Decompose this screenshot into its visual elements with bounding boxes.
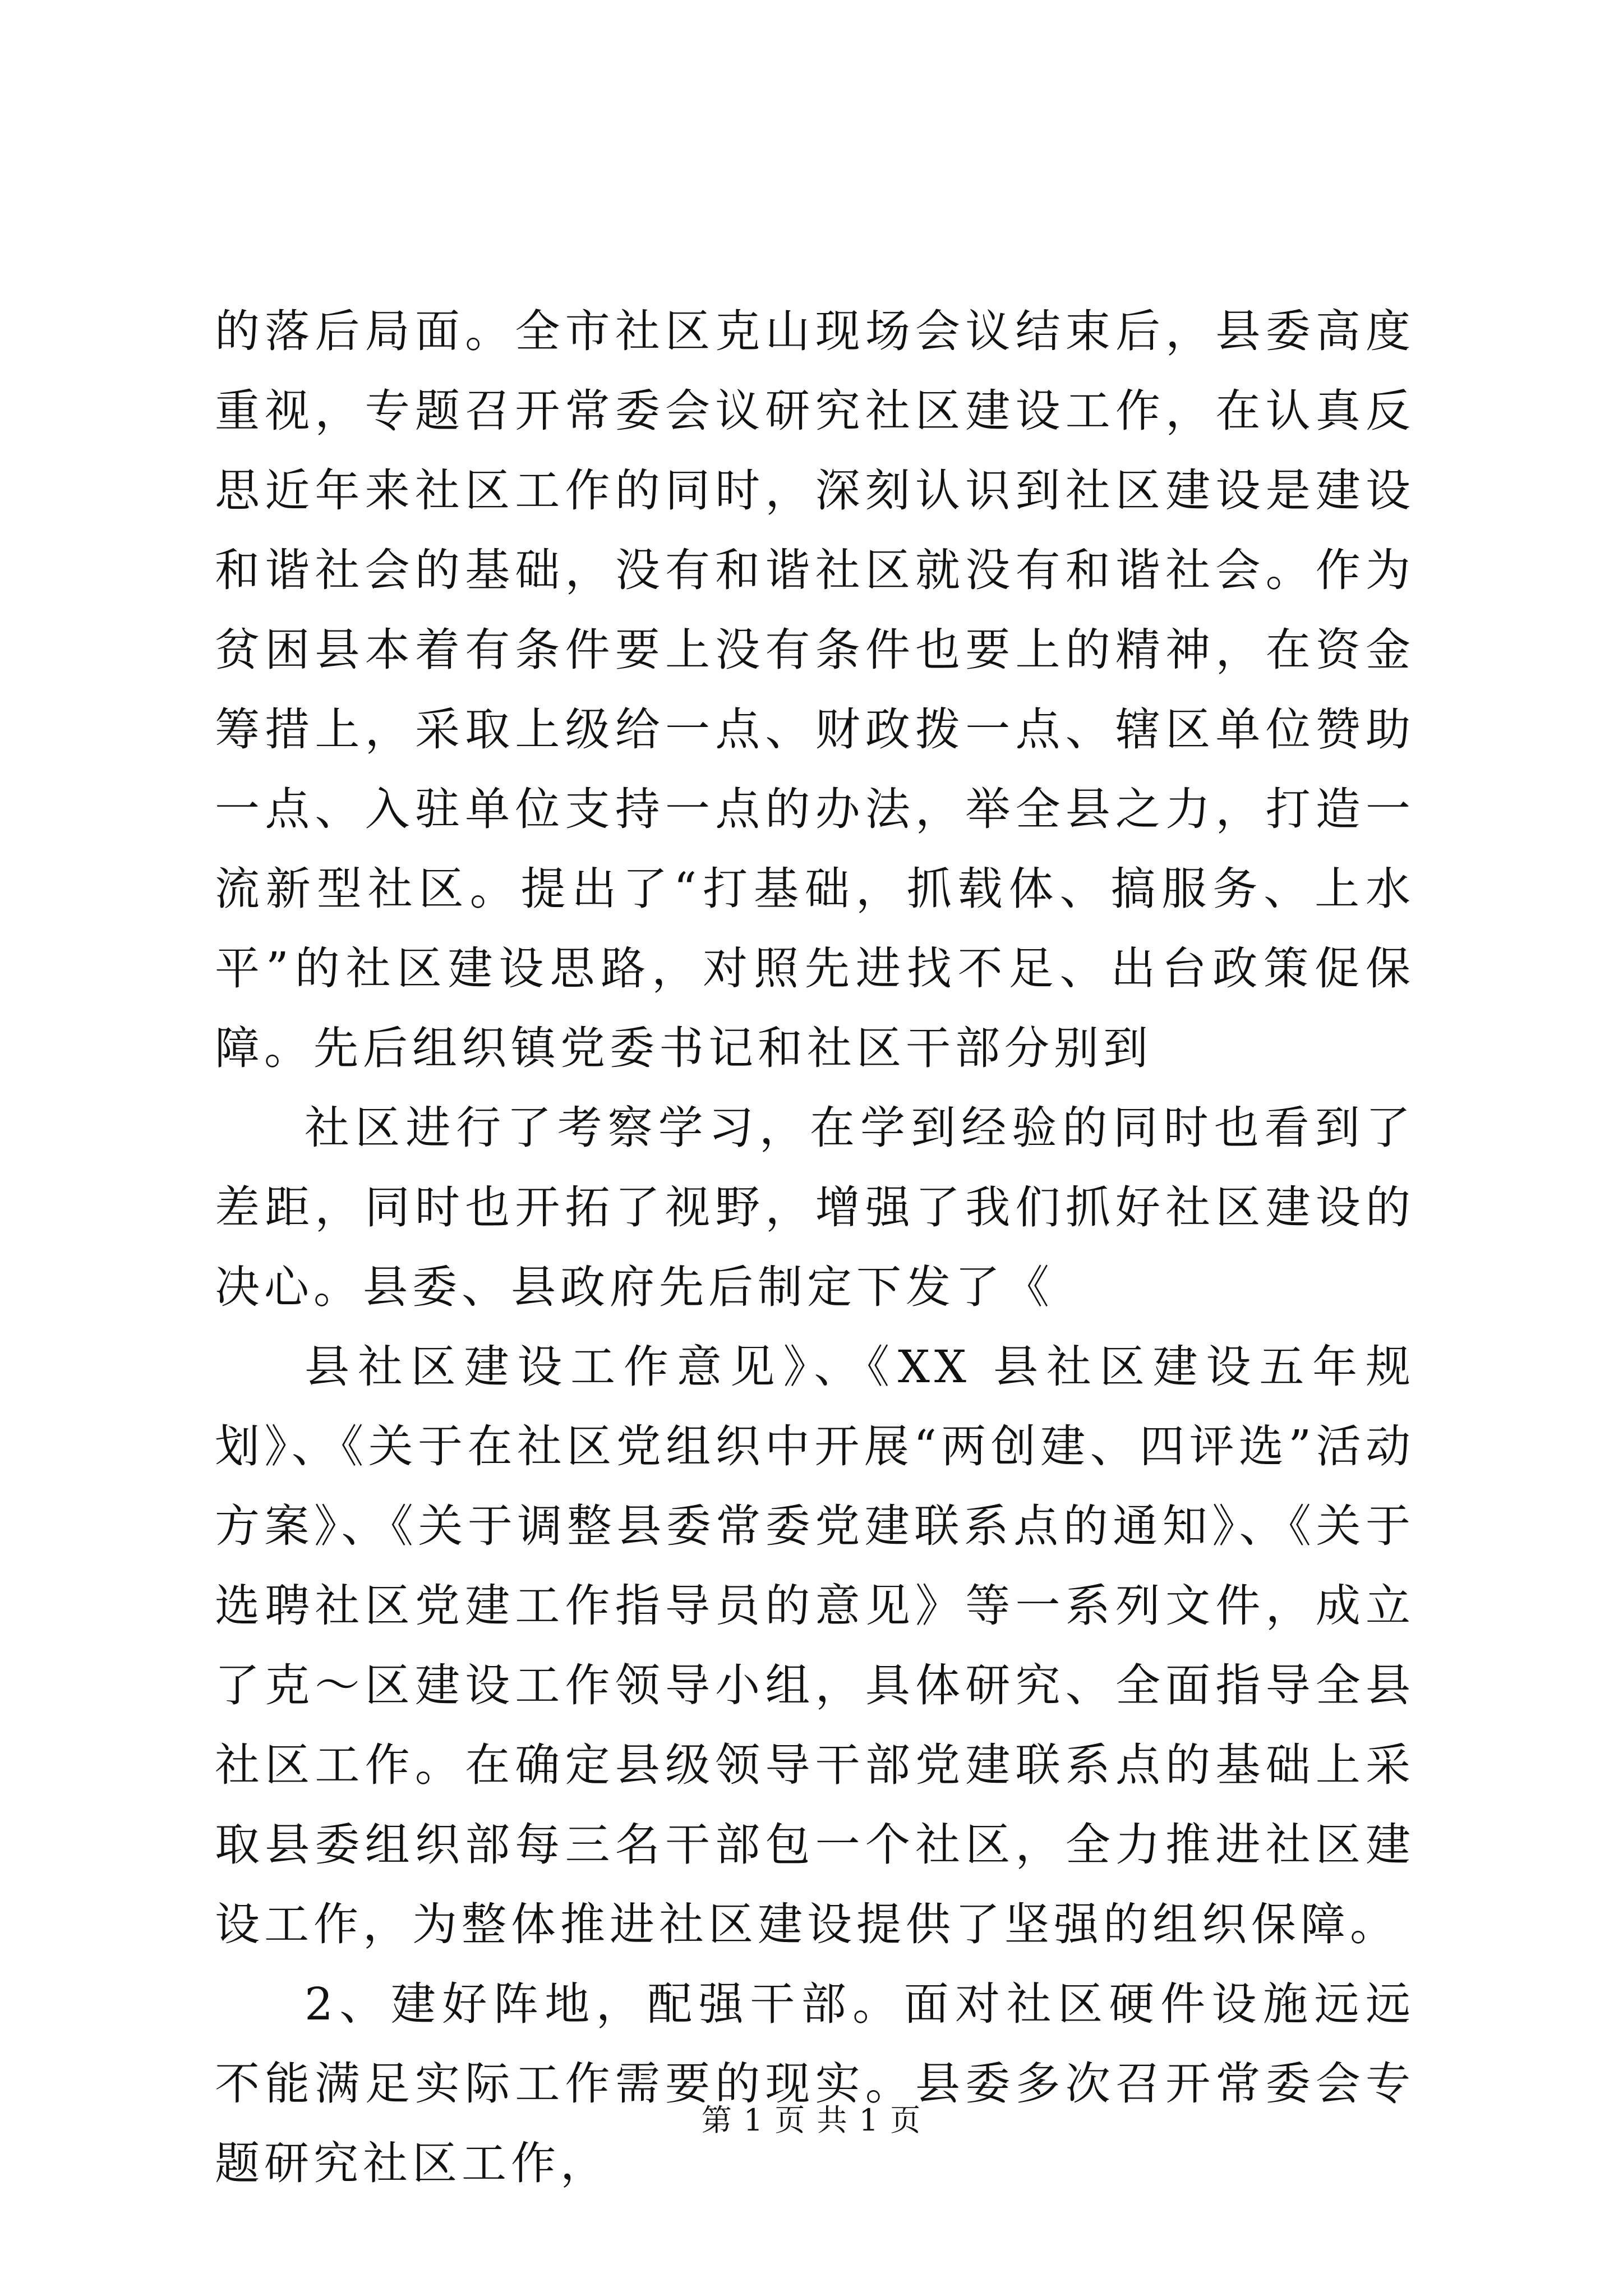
paragraph-2: 社区进行了考察学习，在学到经验的同时也看到了差距，同时也开拓了视野，增强了我们抓好社区建设的决心。县委、县政府先后制定下发了《 [215,1102,1415,1313]
paragraph-3: 县社区建设工作意见》、《XX 县社区建设五年规划》、《关于在社区党组织中开展“两创建、四评选”活动方案》、《关于调整县委常委党建联系点的通知》、《关于选聘社区党建工作指导员的意见》等一系列文件，成立了克～区建设工作领导小组，具体研究、全面指导全县社区工作。在确定县级领导干部党建联系点的基础上采取县委组织部每三名干部包一个社区，全力推进社区建设工作，为整体推进社区建设提供了坚强的组织保障。 [215,1341,1415,1950]
paragraph-4: 2、建好阵地，配强干部。面对社区硬件设施远远不能满足实际工作需要的现实。县委多次召开常委会专题研究社区工作， [215,1978,1415,2189]
document-body [215,292,1415,2203]
page-footer: 第 1 页 共 1 页 [701,2102,922,2138]
paragraph-1: 的落后局面。全市社区克山现场会议结束后，县委高度重视，专题召开常委会议研究社区建设工作，在认真反思近年来社区工作的同时，深刻认识到社区建设是建设和谐社会的基础，没有和谐社区就没有和谐社会。作为贫困县本着有条件要上没有条件也要上的精神，在资金筹措上，采取上级给一点、财政拨一点、辖区单位赞助一点、入驻单位支持一点的办法，举全县之力，打造一流新型社区。提出了“打基础，抓载体、搞服务、上水平”的社区建设思路，对照先进找不足、出台政策促保障。先后组织镇党委书记和社区干部分别到 [215,305,1415,1074]
